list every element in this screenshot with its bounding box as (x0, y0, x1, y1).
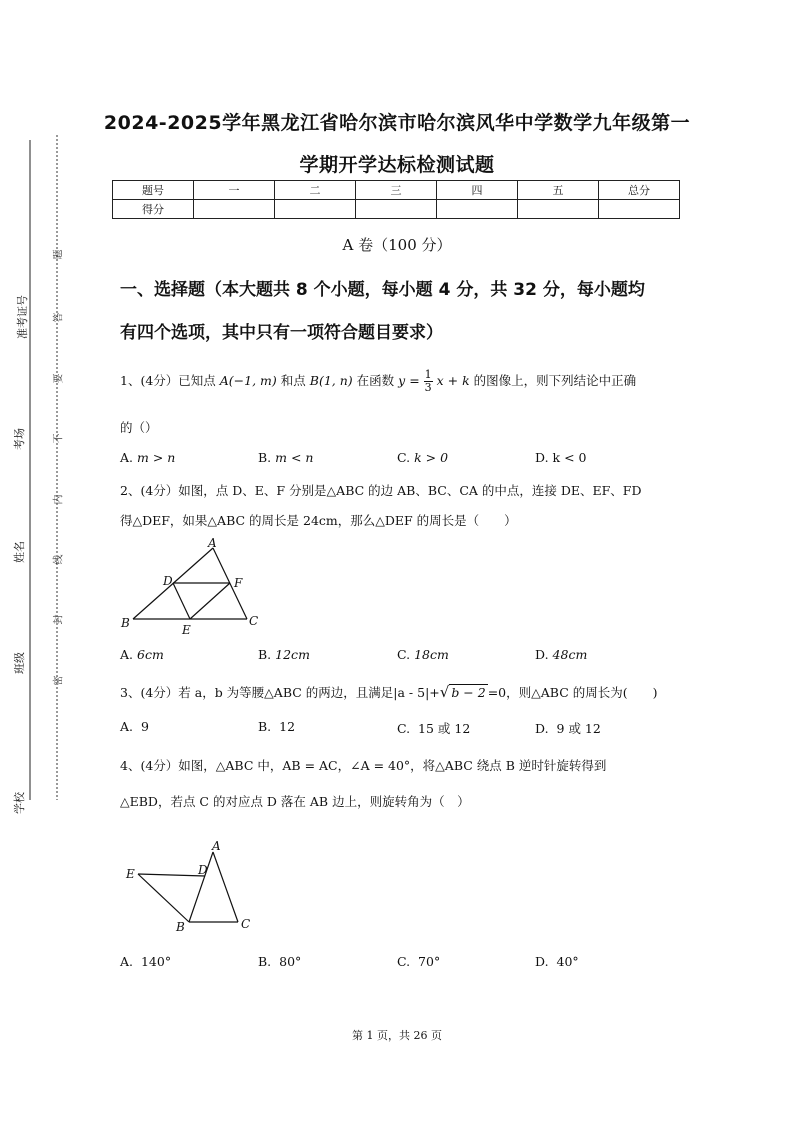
option-letter: D. (535, 721, 549, 736)
question-1-stem-line2: 的（） (120, 420, 158, 435)
option-letter: D. (535, 647, 549, 662)
option-letter: B. (258, 719, 272, 734)
q4-label-c: C (241, 917, 251, 931)
q1-text: 1、(4分）已知点 (120, 373, 216, 388)
q4-option-b[interactable] (258, 954, 301, 969)
q2-label-a: A (208, 536, 217, 550)
q3-option-b[interactable] (258, 719, 295, 734)
q1-point-a: A(−1, m) (219, 373, 277, 388)
q2-label-d: D (163, 574, 173, 588)
seal-char: 内 (53, 494, 65, 505)
option-letter: A. (120, 719, 134, 734)
option-text: k < 0 (552, 450, 587, 465)
q4-option-c[interactable] (397, 954, 440, 969)
q1-frac-num: 1 (424, 368, 432, 381)
option-letter: C. (397, 954, 411, 969)
option-letter: B. (258, 450, 272, 465)
q1-text: 在函数 (356, 373, 395, 388)
q1-function: x + k (436, 373, 470, 388)
q3-option-a[interactable] (120, 719, 149, 734)
section-heading-line1: 一、选择题（本大题共 8 个小题，每小题 4 分，共 32 分，每小题均 (120, 280, 645, 300)
option-letter: B. (258, 954, 272, 969)
option-text: 48cm (552, 647, 588, 662)
seal-char: 封 (53, 614, 65, 625)
seal-char: 不 (53, 433, 65, 444)
seal-char: 线 (53, 554, 65, 565)
q1-frac-den: 3 (424, 381, 432, 394)
q2-label-e: E (182, 623, 191, 637)
option-letter: A. (120, 647, 134, 662)
sidebar-label-class: 班级 (13, 652, 26, 674)
option-letter: A. (120, 954, 134, 969)
q2-triangle-figure (115, 535, 275, 640)
q3-sqrt: √ b − 2 (439, 683, 486, 701)
q2-label-f: F (234, 576, 243, 590)
q3-sqrt-body: b − 2 (451, 685, 486, 700)
q1-function: y = (398, 373, 420, 388)
score-input-cell[interactable] (356, 200, 437, 219)
option-text: 6cm (137, 647, 164, 662)
page-number-footer: 第 1 页，共 26 页 (352, 1029, 442, 1042)
option-letter: A. (120, 450, 134, 465)
q1-point-b: B(1, n) (309, 373, 353, 388)
option-text: 12 (279, 719, 296, 734)
option-text: m > n (137, 450, 176, 465)
q4-label-a: A (212, 839, 221, 853)
q4-rotation-figure (120, 838, 265, 938)
option-text: 12cm (275, 647, 310, 662)
option-letter: D. (535, 450, 549, 465)
q2-label-b: B (121, 616, 130, 630)
option-letter: C. (397, 721, 411, 736)
option-text: 18cm (414, 647, 449, 662)
q4-label-d: D (198, 863, 208, 877)
option-letter: B. (258, 647, 272, 662)
score-table-cell: 一 (194, 181, 275, 200)
q3-text: 3、(4分）若 a，b 为等腰△ABC 的两边，且满足|a - 5|+ (120, 685, 440, 700)
seal-char: 要 (53, 373, 65, 384)
seal-char: 密 (53, 675, 65, 686)
question-4-stem-line2: △EBD，若点 C 的对应点 D 落在 AB 边上，则旋转角为（ ） (120, 794, 470, 809)
q3-option-c[interactable] (397, 719, 470, 737)
q1-option-a[interactable] (120, 450, 175, 465)
option-letter: C. (397, 450, 411, 465)
q4-option-a[interactable] (120, 954, 171, 969)
score-input-cell[interactable] (194, 200, 275, 219)
q2-option-c[interactable] (397, 647, 449, 662)
q2-option-d[interactable] (535, 647, 587, 662)
option-text: 70° (418, 954, 441, 969)
q1-text: 的图像上，则下列结论中正确 (473, 373, 637, 388)
option-text: 140° (140, 954, 172, 969)
q2-option-a[interactable] (120, 647, 164, 662)
q3-text: =0，则△ABC 的周长为( ) (487, 685, 658, 700)
score-table-cell: 总分 (599, 181, 680, 200)
option-text: 9 或 12 (556, 721, 601, 736)
score-table-cell: 五 (518, 181, 599, 200)
q1-option-c[interactable] (397, 450, 448, 465)
question-3-stem (120, 683, 657, 701)
seal-char: 答 (53, 312, 65, 323)
q2-option-b[interactable] (258, 647, 310, 662)
score-table-cell: 二 (275, 181, 356, 200)
score-input-cell[interactable] (599, 200, 680, 219)
question-2-stem-line2: 得△DEF，如果△ABC 的周长是 24cm，那么△DEF 的周长是（ ） (120, 513, 517, 528)
q1-option-b[interactable] (258, 450, 313, 465)
option-text: 9 (140, 719, 149, 734)
q4-option-d[interactable] (535, 954, 579, 969)
seal-char: 题 (53, 249, 65, 260)
q1-fraction (424, 369, 433, 394)
q3-option-d[interactable] (535, 719, 601, 737)
score-table-header-row (113, 181, 680, 200)
option-text: 15 或 12 (418, 721, 471, 736)
question-1-stem (120, 369, 636, 394)
q2-label-c: C (249, 614, 259, 628)
score-input-cell[interactable] (275, 200, 356, 219)
q1-option-d[interactable] (535, 450, 587, 465)
option-text: 40° (556, 954, 579, 969)
page-title-line1: 2024-2025学年黑龙江省哈尔滨市哈尔滨风华中学数学九年级第一 (103, 112, 691, 134)
score-input-cell[interactable] (437, 200, 518, 219)
q4-label-b: B (176, 920, 185, 934)
option-text: m < n (275, 450, 314, 465)
sidebar-label-name: 姓名 (13, 541, 26, 563)
sidebar-label-school: 学校 (13, 792, 26, 814)
question-4-stem-line1: 4、(4分）如图，△ABC 中，AB = AC，∠A = 40°，将△ABC 绕点 B 逆时针旋转得到 (120, 758, 607, 773)
option-text: 80° (279, 954, 302, 969)
q4-label-e: E (126, 867, 135, 881)
score-table (112, 180, 680, 219)
page-title-line2: 学期开学达标检测试题 (299, 154, 495, 176)
question-2-stem-line1: 2、(4分）如图，点 D、E、F 分别是△ABC 的边 AB、BC、CA 的中点，连接 DE、EF、FD (120, 483, 642, 498)
paper-section-label: A 卷（100 分） (342, 236, 452, 254)
score-table-cell: 四 (437, 181, 518, 200)
option-letter: C. (397, 647, 411, 662)
score-table-score-row (113, 200, 680, 219)
section-heading-line2: 有四个选项，其中只有一项符合题目要求） (120, 323, 443, 343)
option-text: k > 0 (414, 450, 449, 465)
option-letter: D. (535, 954, 549, 969)
score-input-cell[interactable] (518, 200, 599, 219)
sidebar-label-exam-id: 准考证号 (16, 295, 29, 339)
score-table-cell: 得分 (113, 200, 194, 219)
sidebar-label-exam-room: 考场 (13, 428, 26, 450)
q1-text: 和点 (280, 373, 306, 388)
score-table-cell: 题号 (113, 181, 194, 200)
score-table-cell: 三 (356, 181, 437, 200)
